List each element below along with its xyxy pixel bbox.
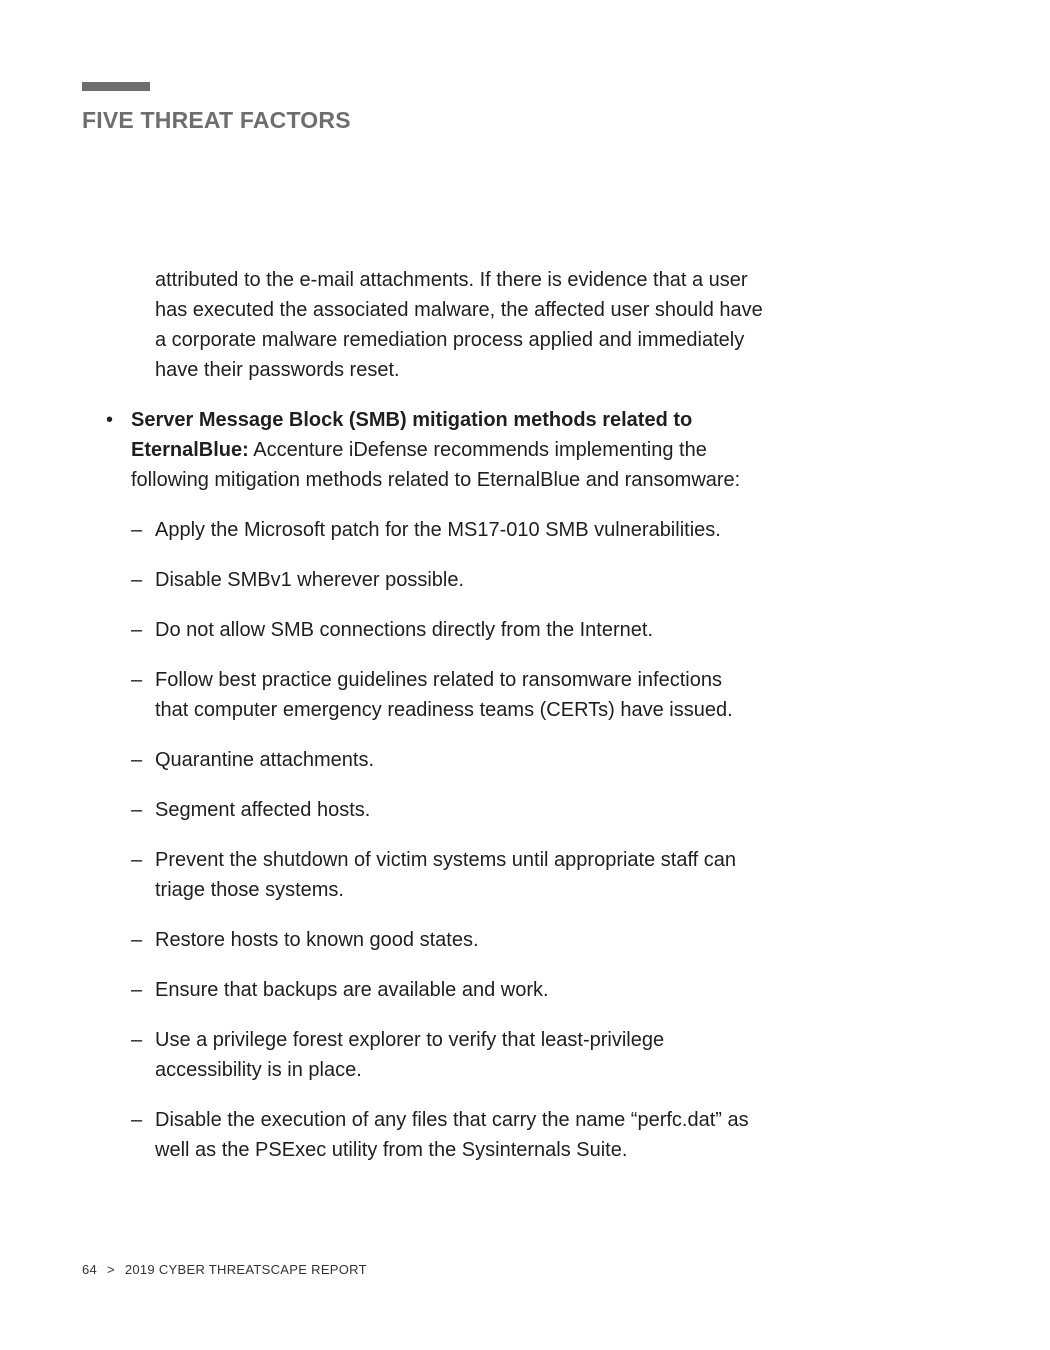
- mitigation-item: Restore hosts to known good states.: [155, 929, 479, 951]
- page-number: 64: [82, 1262, 98, 1277]
- page-footer: [82, 1262, 367, 1277]
- dash-marker: –: [131, 619, 143, 641]
- mitigation-item: Disable the execution of any files that carry the name “perfc.dat” as: [155, 1109, 749, 1131]
- smb-bullet-text: Accenture iDefense recommends implementing the: [248, 439, 707, 461]
- smb-heading-bold-2: EternalBlue:: [131, 439, 249, 461]
- dash-marker: –: [131, 799, 143, 821]
- continuation-line: have their passwords reset.: [155, 359, 400, 381]
- continuation-line: attributed to the e-mail attachments. If there is evidence that a user: [155, 269, 748, 291]
- dash-marker: –: [131, 979, 143, 1001]
- section-title: FIVE THREAT FACTORS: [82, 107, 351, 133]
- dash-marker: –: [131, 569, 143, 591]
- mitigation-item: Prevent the shutdown of victim systems until appropriate staff can: [155, 849, 737, 871]
- mitigation-item-cont: triage those systems.: [155, 879, 344, 901]
- mitigation-item-cont: accessibility is in place.: [155, 1059, 362, 1081]
- mitigation-item: Apply the Microsoft patch for the MS17-010 SMB vulnerabilities.: [155, 519, 721, 541]
- mitigation-item: Quarantine attachments.: [155, 749, 375, 771]
- mitigation-item: Ensure that backups are available and work.: [155, 979, 549, 1001]
- dash-marker: –: [131, 519, 143, 541]
- smb-bullet-line3: following mitigation methods related to EternalBlue and ransomware:: [131, 469, 741, 491]
- report-title: 2019 CYBER THREATSCAPE REPORT: [124, 1262, 367, 1277]
- header-rule: [82, 82, 150, 91]
- mitigation-item: Follow best practice guidelines related to ransomware infections: [155, 669, 722, 691]
- dash-marker: –: [131, 929, 143, 951]
- dash-marker: –: [131, 749, 143, 771]
- smb-bullet-heading-line1: [131, 405, 692, 435]
- dash-marker: –: [131, 1029, 143, 1051]
- dash-marker: –: [131, 1109, 143, 1131]
- mitigation-item: Do not allow SMB connections directly from the Internet.: [155, 619, 654, 641]
- smb-heading-bold-1: Server Message Block (SMB) mitigation methods related to: [131, 409, 693, 431]
- bullet-marker: •: [106, 409, 114, 431]
- mitigation-item-cont: that computer emergency readiness teams (CERTs) have issued.: [155, 699, 733, 721]
- mitigation-item: Disable SMBv1 wherever possible.: [155, 569, 465, 591]
- mitigation-item: Segment affected hosts.: [155, 799, 371, 821]
- continuation-line: a corporate malware remediation process applied and immediately: [155, 329, 745, 351]
- mitigation-item-cont: well as the PSExec utility from the Sysinternals Suite.: [155, 1139, 628, 1161]
- mitigation-item: Use a privilege forest explorer to verify that least-privilege: [155, 1029, 665, 1051]
- dash-marker: –: [131, 669, 143, 691]
- smb-bullet-heading-line2: [131, 435, 707, 465]
- footer-separator: >: [106, 1262, 115, 1277]
- dash-marker: –: [131, 849, 143, 871]
- continuation-line: has executed the associated malware, the affected user should have: [155, 299, 763, 321]
